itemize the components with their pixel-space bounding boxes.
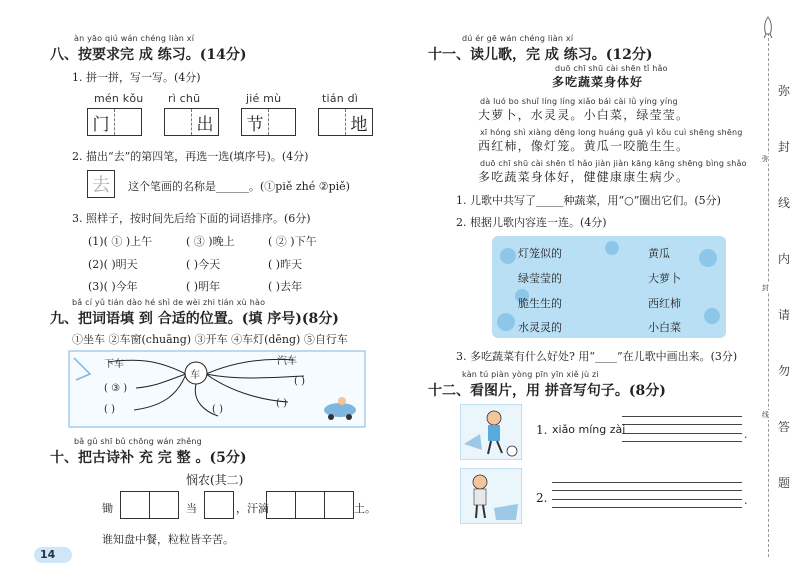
side-text-1: 弥 <box>778 84 791 98</box>
page-number: 14 <box>40 548 56 561</box>
side-text-3: 线 <box>778 196 791 210</box>
q8-1-pinyin-2: rì chū <box>168 92 201 105</box>
line <box>622 424 742 425</box>
side-text-7: 答 <box>778 420 791 434</box>
page-badge <box>34 547 72 563</box>
vegetable-icon <box>704 308 720 324</box>
q8-2-prompt: 2. 描出“去”的第四笔，再选一选(填序号)。(4分) <box>72 150 309 163</box>
match-left-3[interactable]: 脆生生的 <box>518 297 562 310</box>
poem-title: 悯农(其二) <box>186 473 244 487</box>
vegetable-icon <box>497 313 515 331</box>
char-cell[interactable] <box>319 109 346 135</box>
q8-3-r3-c2[interactable]: ( )明年 <box>186 280 221 293</box>
item-2-label: 2. <box>536 491 548 505</box>
car-icon <box>324 403 356 417</box>
q11-2-prompt: 2. 根据儿歌内容连一连。(4分) <box>456 216 607 229</box>
song-line-2-pinyin: xī hóng shì xiàng dēng long huáng guā yì kǒu cuì shēng shēng <box>480 128 743 137</box>
q8-3-r2-c1[interactable]: (2)( )明天 <box>88 258 138 271</box>
answer-cell[interactable] <box>121 492 150 518</box>
match-right-2[interactable]: 大萝卜 <box>648 272 681 285</box>
diagram-left-label: 下车 <box>104 359 124 370</box>
section-10-title: 十、把古诗补 充 完 整 。(5分) <box>50 450 247 466</box>
match-right-4[interactable]: 小白菜 <box>648 321 681 334</box>
section-9-title: 九、把词语填 到 合适的位置。(填 序号)(8分) <box>50 311 339 327</box>
boy-head-icon <box>473 475 487 489</box>
q8-1-pinyin-4: tián dì <box>322 92 359 105</box>
song-line-3-pinyin: duō chī shū cài shēn tǐ hǎo jiàn jiàn kāng kāng shēng bìng shǎo <box>480 159 747 168</box>
answer-cell[interactable] <box>205 492 233 518</box>
q8-3-r3-c3[interactable]: ( )去年 <box>268 280 303 293</box>
line <box>622 433 742 434</box>
q8-3-r2-c2[interactable]: ( )今天 <box>186 258 221 271</box>
q8-3-r1-c2[interactable]: ( ③ )晚上 <box>186 235 235 248</box>
boy-head-icon <box>487 411 501 425</box>
q8-1-box-1[interactable] <box>87 108 142 136</box>
section-12-pinyin: kàn tú piàn yòng pīn yīn xiě jù zi <box>462 370 599 379</box>
section-12-title: 十二、看图片，用 拼音写句子。(8分) <box>428 383 666 399</box>
boy-body-icon <box>474 489 486 505</box>
item-1-label: 1. <box>536 423 548 437</box>
wheel-icon <box>346 414 352 420</box>
diagram-center-word: 车 <box>190 370 200 381</box>
period-1: . <box>744 428 748 441</box>
trace-char: 去 <box>92 175 110 196</box>
side-text-4: 内 <box>778 252 791 266</box>
diagram-blank-left-1[interactable]: ( ③ ) <box>104 383 128 394</box>
line <box>622 441 742 442</box>
boy-body-icon <box>488 425 500 441</box>
char-cell[interactable] <box>165 109 192 135</box>
q8-1-box-4[interactable] <box>318 108 373 136</box>
answer-cell[interactable] <box>267 492 296 518</box>
diagram-blank-left-2[interactable]: ( ) <box>104 404 115 415</box>
char-cell: 节 <box>242 109 269 135</box>
boy-leg-icon <box>476 505 477 518</box>
line <box>552 482 742 483</box>
poem-answer-box-1[interactable] <box>120 491 179 519</box>
q8-3-r1-c1[interactable]: (1)( ① )上午 <box>88 235 153 248</box>
wheel-icon <box>328 414 334 420</box>
q8-2-answer-text: 这个笔画的名称是______。(①piě zhé ②piě) <box>128 180 350 193</box>
side-text-6: 勿 <box>778 364 791 378</box>
poem-line-2: 谁知盘中餐，粒粒皆辛苦。 <box>102 533 234 546</box>
match-left-4[interactable]: 水灵灵的 <box>518 321 562 334</box>
section-10-pinyin: bǎ gǔ shī bǔ chōng wán zhěng <box>74 437 202 446</box>
poem-answer-box-2[interactable] <box>204 491 234 519</box>
line <box>552 499 742 500</box>
song-line-1-pinyin: dà luó bo shuǐ líng líng xiǎo bái cài lǜ yíng yíng <box>480 97 678 106</box>
song-title: 多吃蔬菜身体好 <box>552 75 644 89</box>
diagram-right-label: 汽车 <box>277 356 297 367</box>
sentence-lines-2[interactable] <box>552 482 742 508</box>
vegetable-icon <box>699 249 717 267</box>
q9-options: ①坐车 ②车窗(chuāng) ③开车 ④车灯(dēng) ⑤自行车 <box>72 333 348 346</box>
q8-1-pinyin-3: jié mù <box>246 92 282 105</box>
poem-char-4: 土。 <box>354 502 376 515</box>
seal-label-3: 线 <box>762 411 769 419</box>
q11-1-prompt: 1. 儿歌中共写了_____种蔬菜，用“○”圈出它们。(5分) <box>456 194 721 207</box>
item-1-pinyin-start: xiǎo míng zài <box>552 423 626 436</box>
section-11-pinyin: dú ér gē wán chéng liàn xí <box>462 34 574 43</box>
boy-watering-picture <box>460 468 522 524</box>
q8-3-r1-c3[interactable]: ( ② )下午 <box>268 235 317 248</box>
side-text-2: 封 <box>778 140 791 154</box>
section-8-pinyin: àn yāo qiú wán chéng liàn xí <box>74 34 195 43</box>
poem-answer-box-3[interactable] <box>266 491 354 519</box>
match-right-3[interactable]: 西红柿 <box>648 297 681 310</box>
trace-char-box[interactable] <box>87 170 115 198</box>
poem-char-1: 锄 <box>102 502 113 515</box>
vegetable-icon <box>500 248 516 264</box>
poem-char-2: 当 <box>186 502 197 515</box>
diagram-blank-right-1[interactable]: ( ) <box>294 376 305 387</box>
rocket-icon <box>760 16 776 40</box>
q8-3-prompt: 3. 照样子，按时间先后给下面的词语排序。(6分) <box>72 212 311 225</box>
seal-label-2: 封 <box>762 284 769 292</box>
section-8-title: 八、按要求完 成 练习。(14分) <box>50 47 247 63</box>
q8-1-pinyin-1: mén kǒu <box>94 92 144 105</box>
q11-3-prompt: 3. 多吃蔬菜有什么好处? 用“____”在儿歌中画出来。(3分) <box>456 350 738 363</box>
ball-icon <box>507 446 517 456</box>
match-left-2[interactable]: 绿莹莹的 <box>518 272 562 285</box>
char-cell[interactable] <box>269 109 295 135</box>
q8-1-box-3[interactable] <box>241 108 296 136</box>
song-line-1[interactable]: 大萝卜，水灵灵。小白菜，绿莹莹。 <box>478 108 690 122</box>
section-9-pinyin: bǎ cí yǔ tián dào hé shì de wèi zhi tián xù hào <box>72 298 266 307</box>
char-cell: 地 <box>350 114 368 135</box>
char-cell[interactable] <box>115 109 141 135</box>
song-line-2[interactable]: 西红柿，像灯笼。黄瓜一咬脆生生。 <box>478 139 690 153</box>
match-left-1[interactable]: 灯笼似的 <box>518 247 562 260</box>
vegetable-icon <box>605 241 619 255</box>
char-cell: 门 <box>88 109 115 135</box>
side-text-8: 题 <box>778 476 791 490</box>
poem-char-3: ，汗滴 <box>236 502 269 515</box>
line <box>622 416 742 417</box>
line <box>552 490 742 491</box>
side-text-5: 请 <box>778 308 791 322</box>
answer-cell[interactable] <box>150 492 178 518</box>
sentence-lines-1[interactable] <box>622 416 742 442</box>
song-line-3[interactable]: 多吃蔬菜身体好，健健康康生病少。 <box>478 170 690 184</box>
answer-cell[interactable] <box>296 492 325 518</box>
q8-1-prompt: 1. 拼一拼，写一写。(4分) <box>72 71 201 84</box>
answer-cell[interactable] <box>325 492 353 518</box>
period-2: . <box>744 494 748 507</box>
q8-3-r2-c3[interactable]: ( )昨天 <box>268 258 303 271</box>
line <box>552 507 742 508</box>
boy-playing-picture <box>460 404 522 460</box>
q8-1-box-2[interactable] <box>164 108 219 136</box>
song-title-pinyin: duō chī shū cài shēn tǐ hǎo <box>555 64 668 73</box>
q8-3-r3-c1[interactable]: (3)( )今年 <box>88 280 138 293</box>
section-11-title: 十一、读儿歌，完 成 练习。(12分) <box>428 47 653 63</box>
driver-icon <box>338 397 346 405</box>
diagram-blank-bottom[interactable]: ( ) <box>212 404 223 415</box>
char-cell: 出 <box>196 114 214 135</box>
diagram-blank-right-2[interactable]: ( ) <box>276 398 287 409</box>
match-right-1[interactable]: 黄瓜 <box>648 247 670 260</box>
seal-label-1: 弥 <box>762 155 769 163</box>
